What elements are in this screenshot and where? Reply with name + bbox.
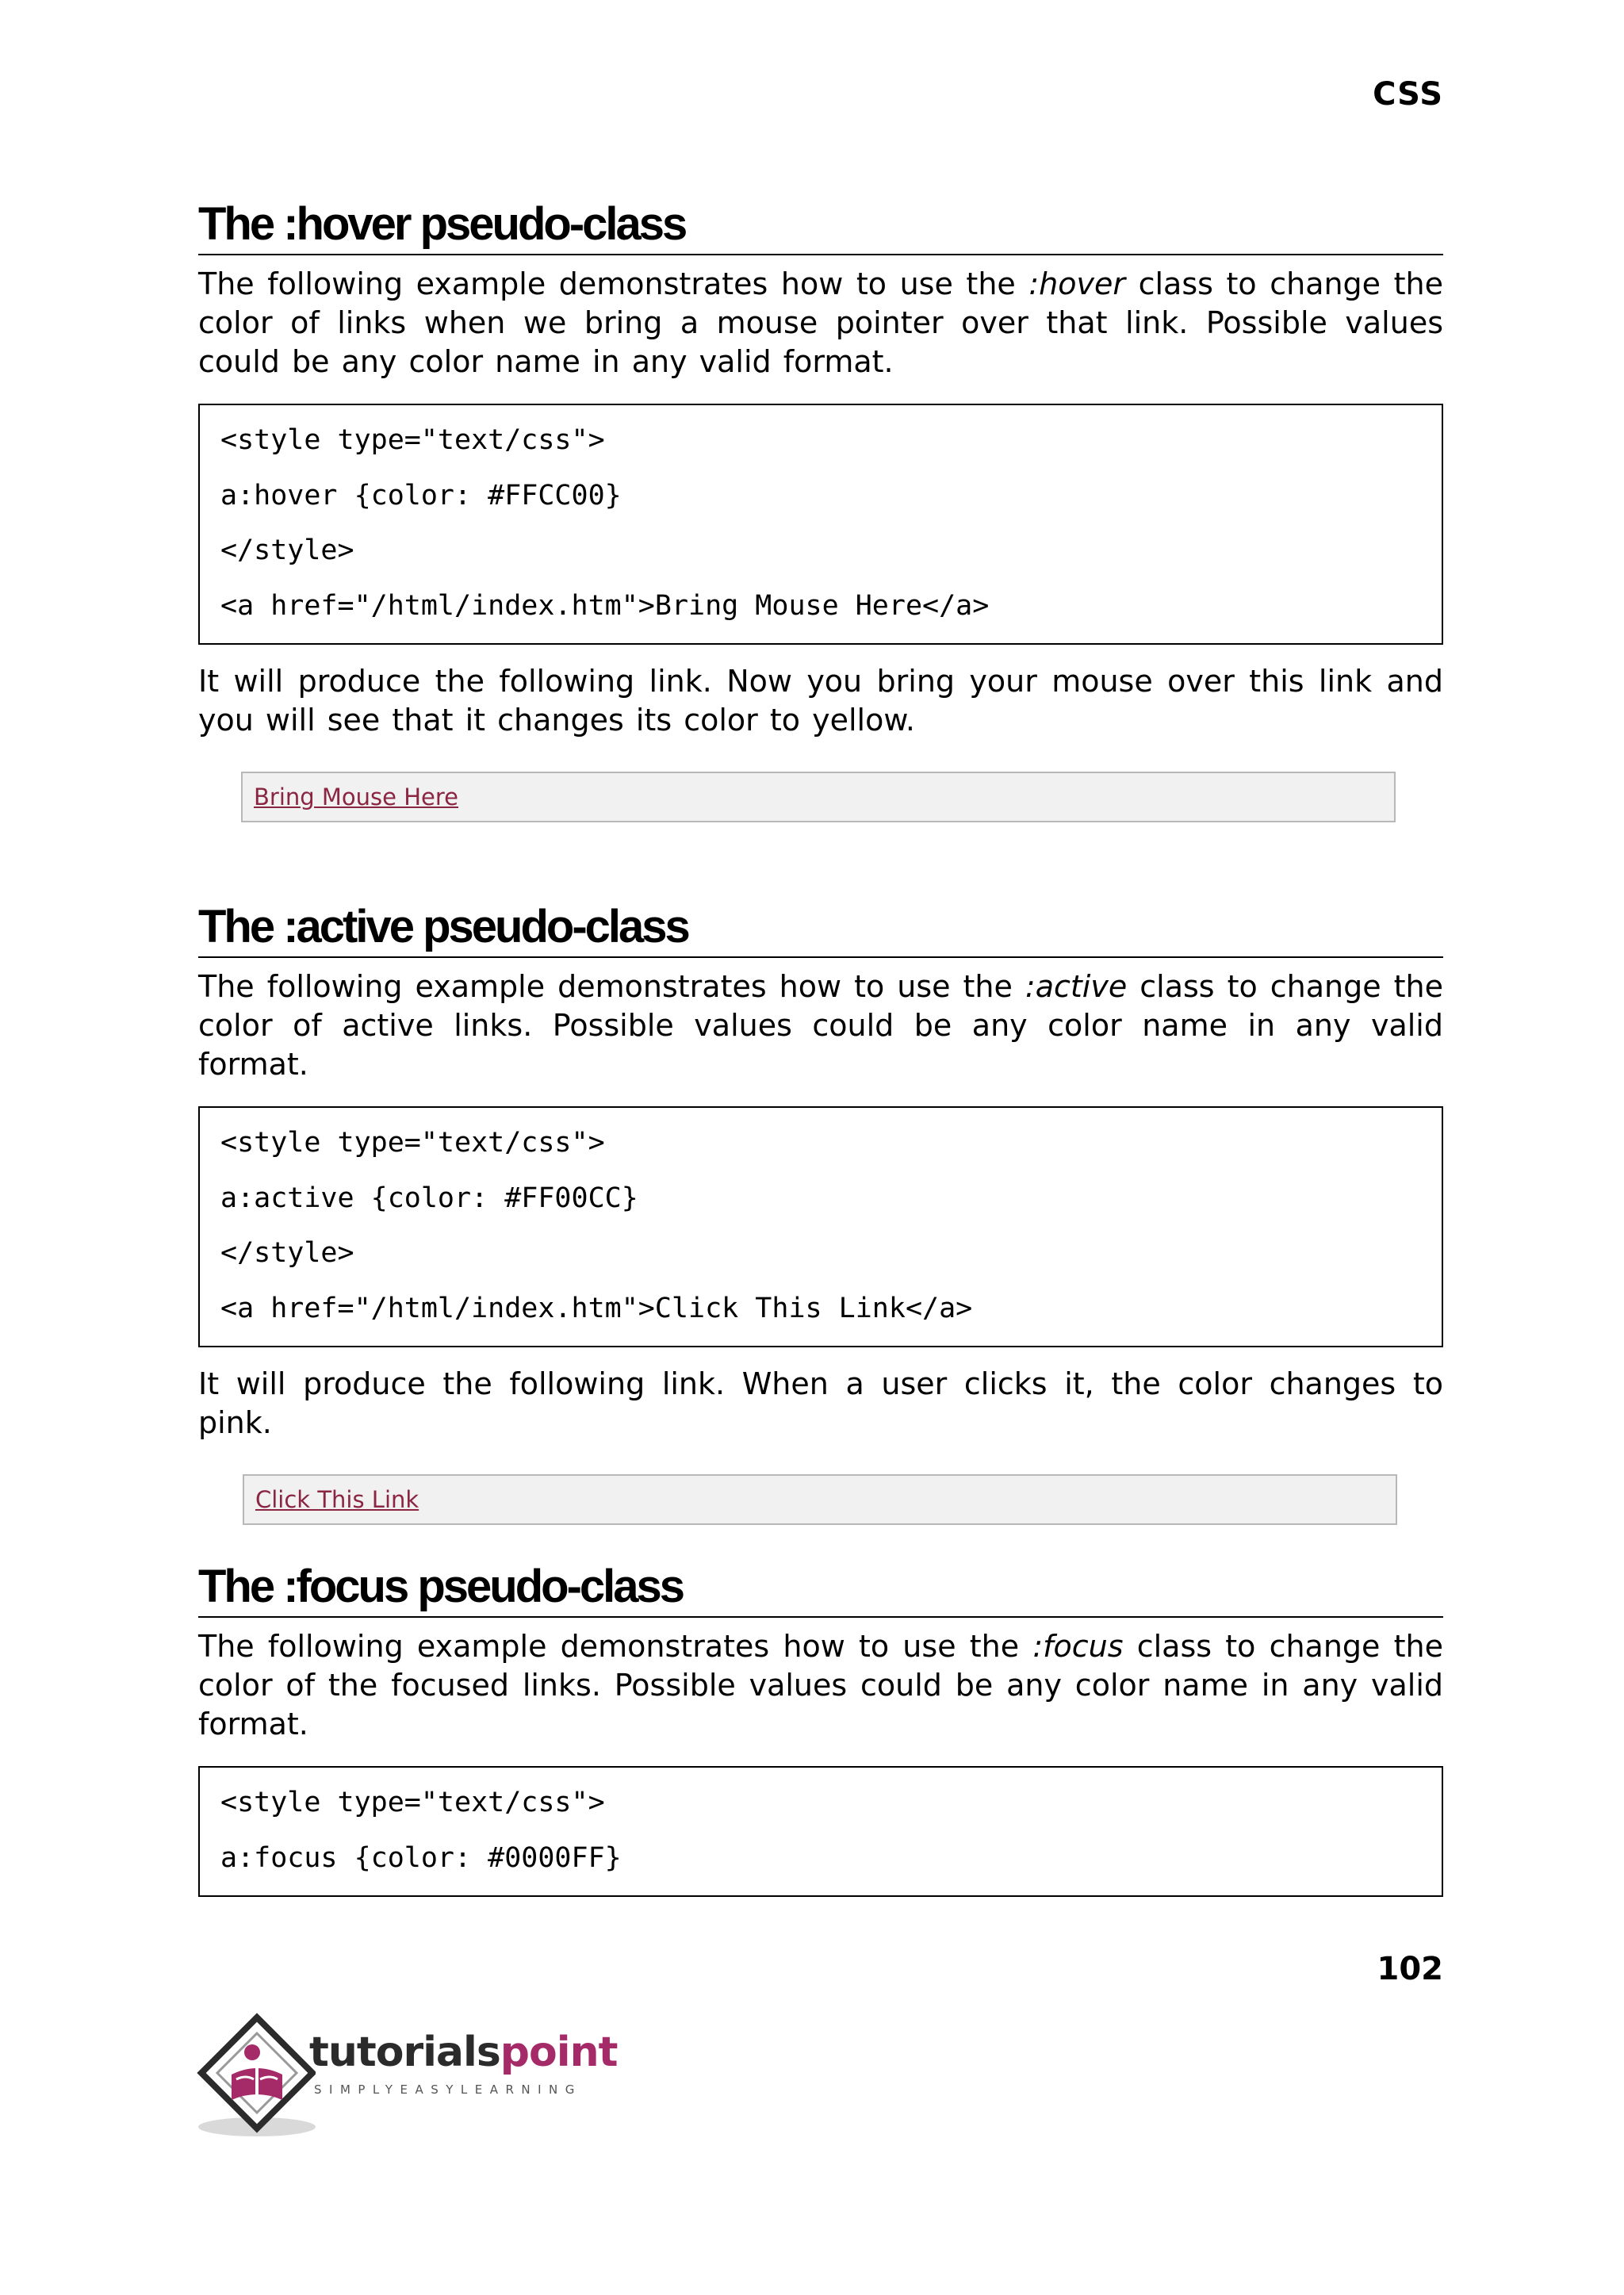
demo-link-click-this-link[interactable]: Click This Link [255, 1486, 419, 1513]
demo-link-bring-mouse-here[interactable]: Bring Mouse Here [254, 784, 458, 810]
code-line: <a href="/html/index.htm">Bring Mouse Here</a> [220, 589, 990, 622]
section-intro: The following example demonstrates how to use the :active class to change the color of active links. Possible values could be any color name in any valid format. [198, 969, 1443, 1082]
section-title: The :active pseudo-class [198, 899, 1443, 958]
logo-emblem-icon [197, 2013, 316, 2140]
section-intro: The following example demonstrates how to use the :focus class to change the color of the focused links. Possible values could be any color name in any valid format. [198, 1629, 1443, 1741]
code-line: </style> [220, 1237, 354, 1269]
code-line: <a href="/html/index.htm">Click This Link</a> [220, 1292, 973, 1324]
section-intro: The following example demonstrates how to use the :hover class to change the color of links when we bring a mouse pointer over that link. Possible values could be any color name in any valid format. [198, 266, 1443, 379]
section-hover [198, 197, 1443, 822]
section-title: The :focus pseudo-class [198, 1559, 1443, 1618]
section-result-text: It will produce the following link. When a user clicks it, the color changes to pink. [198, 1366, 1443, 1440]
demo-output-box [243, 1474, 1397, 1525]
code-line: a:active {color: #FF00CC} [220, 1182, 638, 1214]
code-line: <style type="text/css"> [220, 1127, 605, 1159]
code-line: <style type="text/css"> [220, 1787, 605, 1818]
code-block [198, 404, 1443, 645]
code-line: </style> [220, 534, 354, 566]
logo-tagline: SIMPLYEASYLEARNING [314, 2082, 582, 2097]
logo-wordmark: tutorialspoint [309, 2029, 618, 2076]
page-number: 102 [1377, 1951, 1443, 1987]
code-line: a:focus {color: #0000FF} [220, 1841, 622, 1874]
code-block [198, 1766, 1443, 1897]
section-title: The :hover pseudo-class [198, 197, 1443, 255]
code-line: a:hover {color: #FFCC00} [220, 479, 622, 511]
running-header: CSS [1373, 76, 1443, 113]
code-line: <style type="text/css"> [220, 424, 605, 456]
demo-output-box [241, 772, 1396, 822]
section-active [198, 899, 1443, 1525]
section-result-text: It will produce the following link. Now you bring your mouse over this link and you will see that it changes its color to yellow. [198, 664, 1443, 738]
section-focus [198, 1559, 1443, 1897]
code-block [198, 1106, 1443, 1347]
tutorialspoint-logo [197, 2013, 618, 2140]
